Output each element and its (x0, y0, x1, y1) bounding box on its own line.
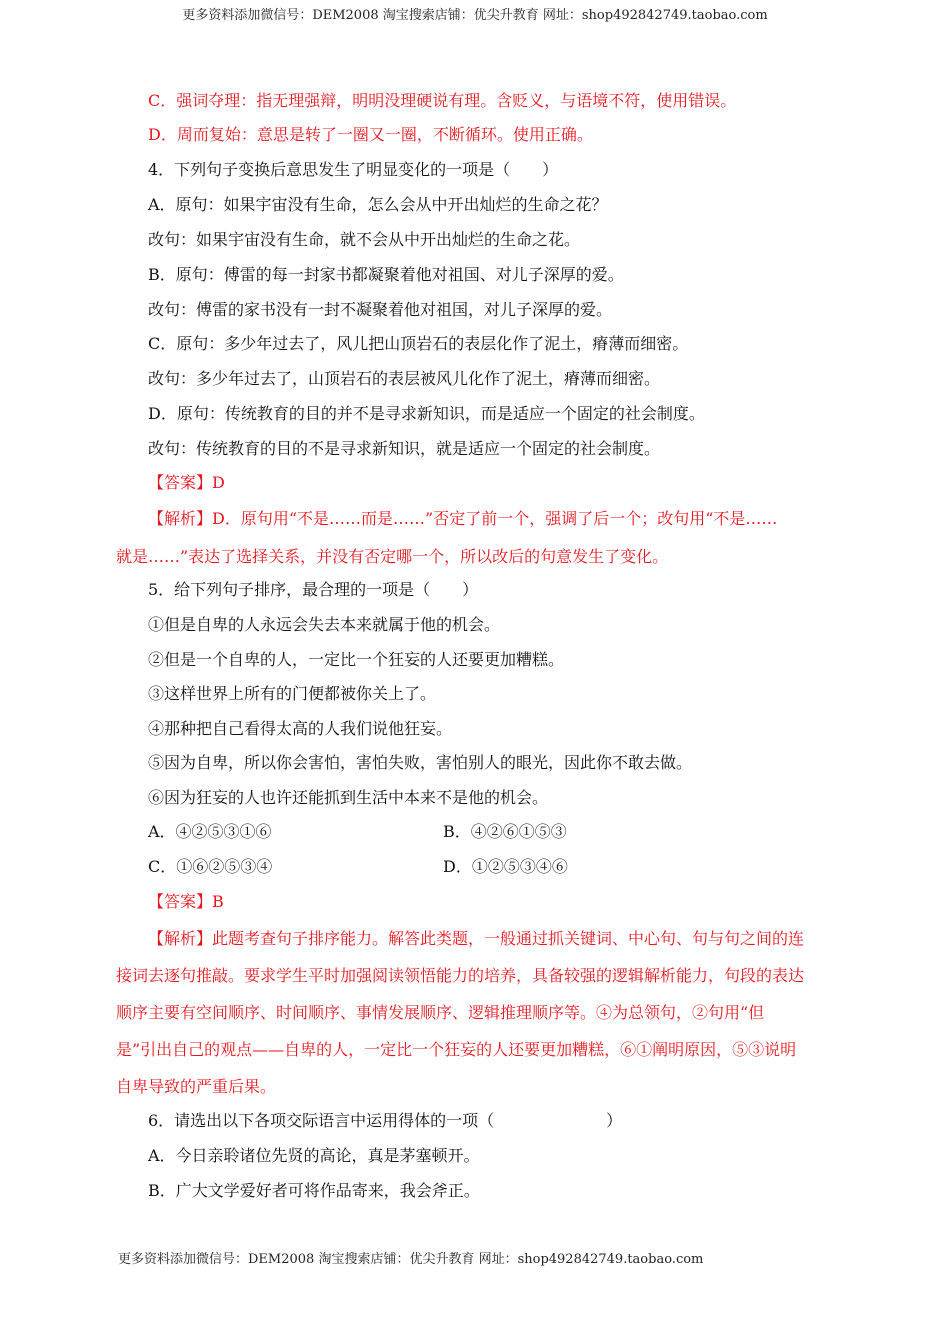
q5-sentence-4: ④那种把自己看得太高的人我们说他狂妄。 (148, 719, 453, 738)
q4-c-original: C．原句：多少年过去了，风儿把山顶岩石的表层化作了泥土，瘠薄而细密。 (148, 334, 689, 353)
q4-a-original: A．原句：如果宇宙没有生命，怎么会从中开出灿烂的生命之花？ (148, 195, 608, 214)
q5-sentence-6: ⑥因为狂妄的人也许还能抓到生活中本来不是他的机会。 (148, 788, 549, 807)
q5-sentence-1: ①但是自卑的人永远会失去本来就属于他的机会。 (148, 615, 501, 634)
q4-c-revised: 改句：多少年过去了，山顶岩石的表层被风儿化作了泥土，瘠薄而细密。 (148, 369, 661, 388)
q5-analysis-line-5: 自卑导致的严重后果。 (116, 1077, 277, 1096)
q4-b-original: B．原句：傅雷的每一封家书都凝聚着他对祖国、对儿子深厚的爱。 (148, 265, 624, 284)
page-header: 更多资料添加微信号：DEM2008 淘宝搜索店铺：优尖升教育 网址：shop492842749.taobao.com (182, 8, 768, 23)
q5-analysis-line-2: 接词去逐句推敲。要求学生平时加强阅读领悟能力的培养，具备较强的逻辑解析能力，句段的表达 (116, 966, 805, 985)
q5-analysis-line-4: 是”引出自己的观点——自卑的人，一定比一个狂妄的人还要更加糟糕，⑥①阐明原因，⑤③说明 (116, 1040, 797, 1059)
q6-option-a: A．今日亲聆诸位先贤的高论，真是茅塞顿开。 (148, 1146, 480, 1165)
q5-analysis-line-3: 顺序主要有空间顺序、时间顺序、事情发展顺序、逻辑推理顺序等。④为总领句，②句用“但 (116, 1003, 765, 1022)
q6-stem: 6．请选出以下各项交际语言中运用得体的一项（ ） (148, 1111, 623, 1130)
q3-option-c: C．强词夺理：指无理强辩，明明没理硬说有理。含贬义，与语境不符，使用错误。 (148, 91, 737, 110)
q4-d-revised: 改句：传统教育的目的不是寻求新知识，就是适应一个固定的社会制度。 (148, 439, 661, 458)
page-footer: 更多资料添加微信号：DEM2008 淘宝搜索店铺：优尖升教育 网址：shop492842749.taobao.com (118, 1252, 704, 1267)
q5-sentence-2: ②但是一个自卑的人，一定比一个狂妄的人还要更加糟糕。 (148, 650, 565, 669)
q5-option-a: A．④②⑤③①⑥ (148, 822, 272, 841)
q5-stem: 5．给下列句子排序，最合理的一项是（ ） (148, 580, 479, 599)
q4-d-original: D．原句：传统教育的目的并不是寻求新知识，而是适应一个固定的社会制度。 (148, 404, 705, 423)
q5-sentence-3: ③这样世界上所有的门便都被你关上了。 (148, 684, 437, 703)
q4-a-revised: 改句：如果宇宙没有生命，就不会从中开出灿烂的生命之花。 (148, 230, 581, 249)
q5-option-b: B．④②⑥①⑤③ (443, 822, 567, 841)
q4-answer: 【答案】D (148, 473, 225, 492)
q5-option-c: C．①⑥②⑤③④ (148, 857, 273, 876)
q5-answer: 【答案】B (148, 892, 224, 911)
q4-stem: 4．下列句子变换后意思发生了明显变化的一项是（ ） (148, 160, 559, 179)
q4-analysis-line-1: 【解析】D．原句用“不是……而是……”否定了前一个，强调了后一个；改句用“不是…… (148, 509, 778, 528)
q4-b-revised: 改句：傅雷的家书没有一封不凝聚着他对祖国，对儿子深厚的爱。 (148, 300, 613, 319)
q5-option-d: D．①②⑤③④⑥ (443, 857, 568, 876)
q4-analysis-line-2: 就是……”表达了选择关系，并没有否定哪一个，所以改后的句意发生了变化。 (116, 547, 669, 566)
q5-sentence-5: ⑤因为自卑，所以你会害怕，害怕失败，害怕别人的眼光，因此你不敢去做。 (148, 753, 693, 772)
q6-option-b: B．广大文学爱好者可将作品寄来，我会斧正。 (148, 1181, 480, 1200)
q3-option-d: D．周而复始：意思是转了一圈又一圈，不断循环。使用正确。 (148, 125, 593, 144)
q5-analysis-line-1: 【解析】此题考查句子排序能力。解答此类题，一般通过抓关键词、中心句、句与句之间的连 (148, 929, 805, 948)
